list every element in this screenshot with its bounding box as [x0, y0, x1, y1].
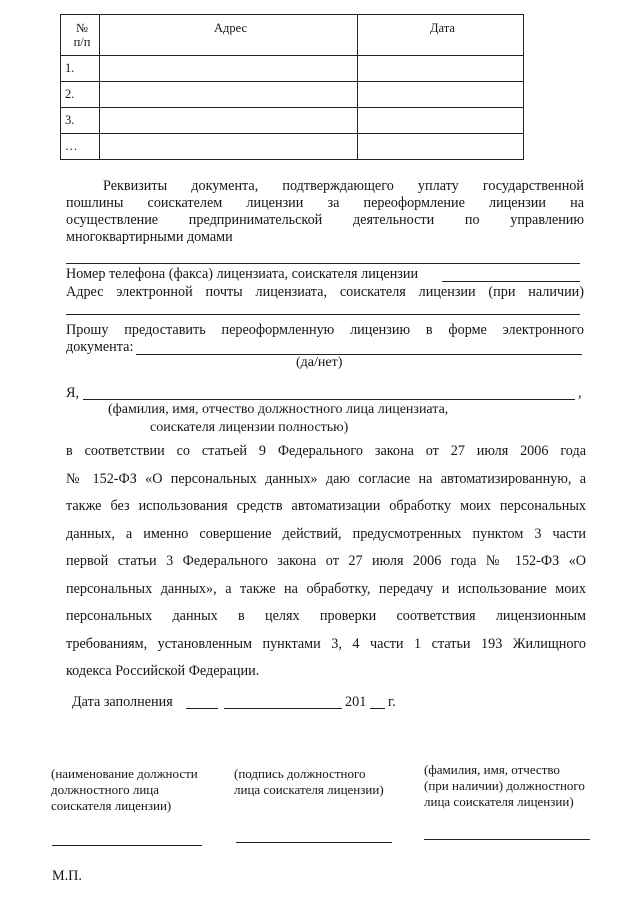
request-line-1: Прошу предоставить переоформленную лицензию в форме электронного — [66, 322, 584, 338]
consent-line: первой статьи 3 Федерального закона от 27 июля 2006 года № 152-ФЗ «О — [66, 553, 586, 569]
address-table — [60, 14, 524, 160]
position-caption-line: должностного лица — [51, 782, 160, 797]
row-number: 2. — [61, 82, 100, 108]
date-cell[interactable] — [358, 82, 524, 108]
column-header-date: Дата — [358, 15, 524, 56]
requisites-line-4: многоквартирными домами — [66, 229, 233, 245]
row-number: … — [61, 134, 100, 160]
address-cell[interactable] — [100, 134, 358, 160]
consent-line: персональных данных в целях проверки соответствия лицензионным — [66, 608, 586, 624]
email-input-line[interactable] — [66, 314, 580, 315]
fill-date-label: Дата заполнения — [72, 694, 173, 710]
full-name-signature-line[interactable] — [424, 839, 590, 840]
consent-line: персональных данных», а также на обработку, передачу и использование моих — [66, 580, 586, 597]
signature-caption-line: (подпись должностного — [234, 766, 366, 781]
i-suffix: , — [578, 385, 582, 401]
stamp-place-label: М.П. — [52, 868, 82, 884]
signature-line[interactable] — [236, 842, 392, 843]
table-row — [61, 82, 524, 108]
requisites-line-2: пошлины соискателем лицензии за переоформление лицензии на — [66, 195, 584, 211]
electronic-form-input-line[interactable] — [136, 354, 582, 355]
consent-line: кодекса Российской Федерации. — [66, 663, 260, 679]
consent-line: также без использования средств автоматизации обработку моих персональных — [66, 498, 586, 514]
phone-label: Номер телефона (факса) лицензиата, соискателя лицензии — [66, 266, 419, 282]
table-row — [61, 108, 524, 134]
position-caption-line: (наименование должности — [51, 766, 198, 781]
consent-line: данных, а именно совершение действий, предусмотренных пунктом 3 части — [66, 525, 586, 542]
full-name-input-line[interactable] — [83, 399, 575, 400]
table-header-row — [61, 15, 524, 56]
email-label: Адрес электронной почты лицензиата, соискателя лицензии (при наличии) — [66, 284, 584, 300]
fill-date-year-prefix: 201 — [345, 694, 367, 710]
consent-paragraph — [66, 438, 586, 686]
address-cell[interactable] — [100, 108, 358, 134]
phone-input-line[interactable] — [442, 281, 580, 282]
full-name-caption-2: соискателя лицензии полностью) — [150, 420, 349, 435]
position-caption — [51, 766, 231, 814]
position-signature-line[interactable] — [52, 845, 202, 846]
requisites-line-1: Реквизиты документа, подтверждающего уплату государственной — [103, 178, 584, 194]
consent-line: требованиям, установленным пунктами 3, 4 части 1 статьи 193 Жилищного — [66, 635, 586, 652]
full-name-sign-caption — [424, 762, 624, 810]
full-name-sign-caption-line: (фамилия, имя, отчество — [424, 762, 560, 777]
address-cell[interactable] — [100, 56, 358, 82]
date-cell[interactable] — [358, 56, 524, 82]
address-cell[interactable] — [100, 82, 358, 108]
full-name-sign-caption-line: лица соискателя лицензии) — [424, 794, 574, 809]
table-row — [61, 134, 524, 160]
column-header-address: Адрес — [100, 15, 358, 56]
fill-date-year-suffix: г. — [388, 694, 396, 710]
consent-line: в соответствии со статьей 9 Федерального закона от 27 июля 2006 года — [66, 443, 586, 459]
row-number: 1. — [61, 56, 100, 82]
yes-no-caption: (да/нет) — [296, 355, 343, 370]
request-paragraph — [66, 322, 584, 356]
full-name-sign-caption-line: (при наличии) должностного — [424, 778, 585, 793]
row-number: 3. — [61, 108, 100, 134]
column-header-number: № п/п — [61, 15, 100, 56]
fill-date-month-line[interactable] — [224, 708, 342, 709]
fill-date-year-line[interactable] — [370, 708, 385, 709]
requisites-line-3: осуществление предпринимательской деятельности по управлению — [66, 212, 584, 228]
request-line-2: документа: — [66, 339, 134, 355]
requisites-input-line[interactable] — [66, 263, 580, 264]
consent-line: № 152-ФЗ «О персональных данных» даю согласие на автоматизированную, а — [66, 470, 586, 487]
table-row — [61, 56, 524, 82]
fill-date-day-line[interactable] — [186, 708, 218, 709]
full-name-caption-1: (фамилия, имя, отчество должностного лица лицензиата, — [108, 402, 449, 417]
signature-caption-line: лица соискателя лицензии) — [234, 782, 384, 797]
position-caption-line: соискателя лицензии) — [51, 798, 172, 813]
i-prefix: Я, — [66, 385, 80, 401]
signature-caption — [234, 766, 414, 798]
requisites-paragraph — [66, 178, 584, 246]
date-cell[interactable] — [358, 108, 524, 134]
date-cell[interactable] — [358, 134, 524, 160]
